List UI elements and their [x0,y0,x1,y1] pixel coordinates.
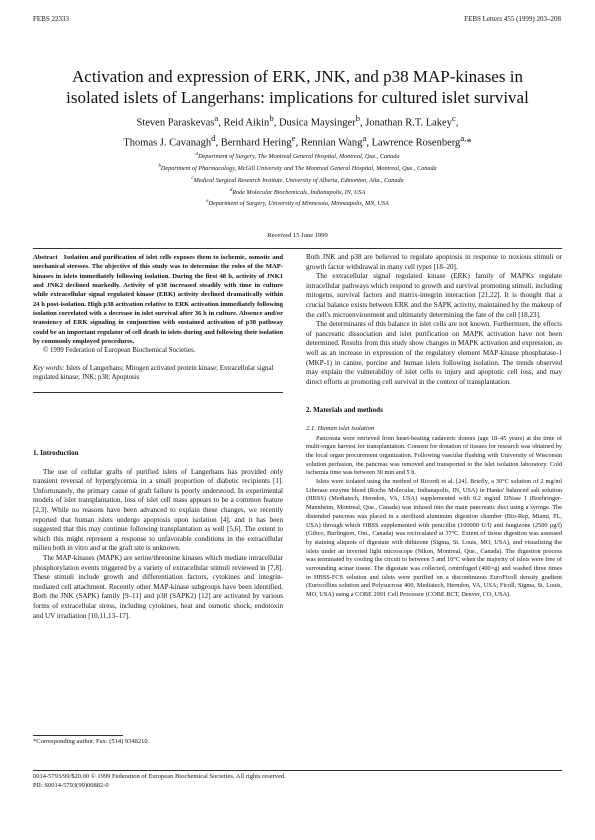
right-paragraph-2: The extracellular signal regulated kinase (ERK) family of MAPKs regulate intracellular pathways which respond to growth and survival promoting stimuli, including mitogens, survival factors and matrix-integrin interaction [21,22]. It is thought that a crucial balance exists between ERK and the SAPK activity, maintained by the makeup of the cell's microenvironment and ultimately determining the fate of the cell [18,23]. [306,272,562,319]
header-divider [33,248,562,249]
journal-id: FEBS 22333 [33,15,69,23]
abstract [33,253,283,356]
introduction-heading: 1. Introduction [33,449,79,457]
footnote-rule [33,735,123,736]
keywords [33,364,283,382]
copyright-footer: 0014-5793/99/$20.00 © 1999 Federation of European Biochemical Societies. All rights reserved. [33,773,286,780]
pii-code: PII: S0014-5793(99)00882-0 [33,782,109,789]
methods-body [306,435,562,600]
affiliation-d: $^d$Rode Molecular Biochemicals, Indianapolis, IN, USA [229,186,366,196]
authors-line-1: Steven Paraskevas$^a$, Reid Aikin$^b$, Dusica Maysinger$^b$, Jonathan R.T. Lakey$^c$, [136,113,459,129]
introduction [33,449,283,621]
title-line-1: Activation and expression of ERK, JNK, and p38 MAP-kinases in [72,67,523,86]
right-paragraph-1: Both JNK and p38 are believed to regulate apoptosis in response to noxious stimuli or growth factor withdrawal in many cell types [18–20]. [306,253,562,271]
title-line-2: isolated islets of Langerhans: implications for cultured islet survival [66,88,529,107]
keywords-label: Key words: [33,364,65,372]
methods-paragraph-2: Islets were isolated using the method of Ricordi et al. [24]. Briefly, a 30°C solution of 2 mg/ml Liberase enzyme blend (Roche Molecular, Indianapolis, IN, USA) in Hanks' balanced salt solution (HBSS) (Mediatech, Herndon, VA, USA) supplemented with 0.2 mg/ml DNase I (Boehringer-Mannheim, Montreal, Que., Canada) was infused into the main pancreatic duct using a syringe. The distended pancreas was placed in a sterilized aluminum digestion chamber (Bio-Rep, Miami, FL, USA) through which HBSS supplemented with penicillin (100000 U/l) and fungizone (2500 μg/l) (Gibco, Burlington, Ont., Canada) was recirculated at 37°C. Extent of tissue digestion was assessed by staining aliquots of digestate with dithizone (Sigma, St. Louis, MO, USA), and visualizing the islets under an inverted light microscope (Nikon, Montreal, Que., Canada). The digestion process was terminated by cooling the circuit to between 5 and 10°C when the majority of islets were free of surrounding acinar tissue. The digestate was collected, centrifuged (400×g) and washed three times in HBSS-FCS solution and islets were purified on a discontinuous EuroFicoll density gradient (Eurocollins solution and Polysucrose 400, Mediatech, Herndon, VA, USA; Ficoll, Sigma, St. Louis, MO, USA) using a COBE 2991 Cell Processor (COBE BCT, Denver, CO, USA). [306,478,562,599]
right-paragraph-3: The determinants of this balance in islet cells are not known. Furthermore, the effects of pancreatic dissociation and islet purification on MAPK activation have not been determined. Results from this study show changes in MAPK activation and expression, as well as an increase in expression of the regulatory element MAP-kinase phosphatase-1 (MKP-1) in canine, porcine and human islets following isolation. The trends observed may explain the vulnerability of islet cells to injury and apoptotic cell loss, and may direct efforts at promoting cell survival in the context of transplantation. [306,320,562,386]
corresponding-author-note: *Corresponding author. Fax: (514) 9348210. [33,738,150,745]
keywords-divider [33,392,283,393]
intro-paragraph-1: The use of cellular grafts of purified islets of Langerhans has provided only transient reversal of hyperglycemia in a small proportion of diabetic recipients [1]. Unfortunately, the primary cause of graft failure is poorly understood. In experimental models of islet transplantation, loss of islet cell mass appears to be a common feature [2,3]. While no reasons have been advanced to explain these changes, we recently reported that human islets undergo apoptosis upon isolation [4], and it has been suggested that this may continue following transplantation as well [5,6]. The extent to which this might represent a response to unfavorable conditions in the extracellular milieu both in vitro and at the graft site is unknown. [33,467,283,553]
affiliation-e: $^e$Department of Surgery, University of Minnesota, Minneapolis, MN, USA [206,198,389,208]
abstract-copyright: © 1999 Federation of European Biochemical Societies. [43,347,196,355]
right-column [306,253,562,600]
journal-citation: FEBS Letters 455 (1999) 203–208 [464,15,561,23]
affiliation-a: $^a$Department of Surgery, The Montreal General Hospital, Montreal, Que., Canada [195,151,400,161]
abstract-label: Abstract [33,254,58,261]
methods-subheading: 2.1. Human islet isolation [306,424,375,432]
affiliations [20,150,575,209]
abstract-text: Isolation and purification of islet cells exposes them to ischemic, osmotic and mechanical stresses. The objective of this study was to determine the roles of the MAP-kinases in islets immediately following isolation. During the first 48 h, activity of JNK1 and JNK2 declined markedly. Activity of p38 increased steadily with time in culture while extracellular signal regulated kinase (ERK) activity declined dramatically within 24 h post-isolation. High p38 activation relative to ERK activation immediately following isolation correlated with a decrease in islet survival after 36 h in culture. Absence and/or transiency of ERK signaling in conjunction with sustained activation of p38 pathway could be an important regulator of cell death in islets during and following their isolation by commonly employed procedures. [33,254,283,346]
methods-heading: 2. Materials and methods [306,406,383,415]
methods-paragraph-1: Pancreata were retrieved from heart-beating cadaveric donors (age 18–45 years) at the time of multi-organ harvest for transplantation. Consent for donation of tissues for research was obtained by the local organ procurement organization. Following vascular flushing with University of Wisconsin solution perfusion, the pancreas was removed and transported to the islet isolation laboratory. Cold ischemia time was between 30 min and 5 h. [306,434,562,477]
authors-line-2: Thomas J. Cavanagh$^d$, Bernhard Hering$^e$, Rennian Wang$^a$, Lawrence Rosenberg$^{a,}$* [123,132,472,148]
affiliation-c: $^c$Medical Surgical Research Institute, University of Alberta, Edmonton, Alta., Canada [191,174,404,184]
article-title [20,66,575,108]
footer-divider [33,770,562,771]
received-date: Received 15 June 1999 [267,232,328,239]
author-list [20,111,575,150]
affiliation-b: $^b$Department of Pharmacology, McGill University and The Montreal General Hospital, Montreal, Que., Canada [158,162,437,172]
left-column [33,253,283,393]
intro-paragraph-2: The MAP-kinases (MAPK) are serine/threonine kinases which mediate intracellular phosphorylation events triggered by a variety of extracellular stimuli reviewed in [7,8]. These stimuli include growth and differentiation factors, cytokines and integrin-mediated cell attachment. Recently other MAP-kinase subgroups have been identified. Both the JNK (SAPK) family [9–11] and p38 (SAPK2) [12] are activated by various forms of extracellular stress, including cytokines, heat and osmotic shock, endotoxin and UV irradiation [10,11,13–17]. [33,553,283,620]
keywords-text: Islets of Langerhans; Mitogen activated protein kinase; Extracellular signal regulated kinase; JNK; p38; Apoptosis [33,364,274,381]
